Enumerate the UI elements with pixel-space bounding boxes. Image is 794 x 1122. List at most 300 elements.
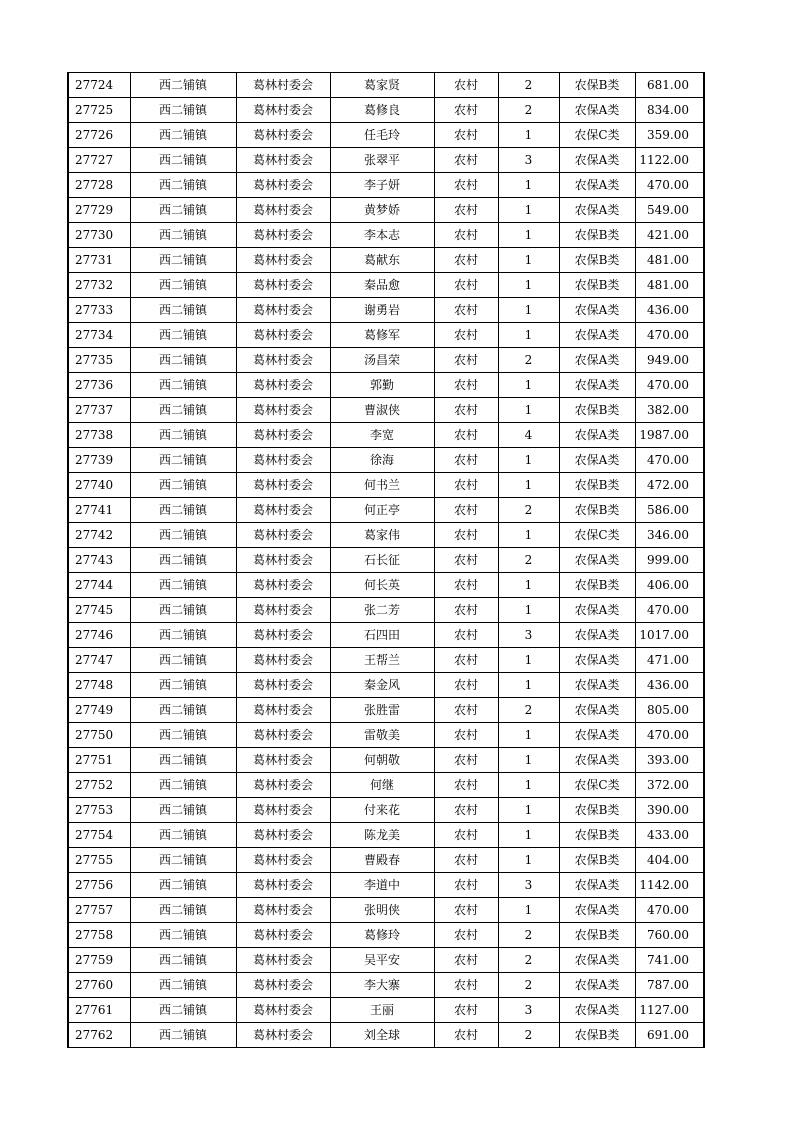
insurance-class-cell: 农保A类 [559, 98, 635, 123]
area-type-cell: 农村 [434, 948, 498, 973]
name-cell: 何长英 [330, 573, 434, 598]
amount-cell: 1142.00 [635, 873, 704, 898]
village-committee-cell: 葛林村委会 [236, 123, 330, 148]
record-id-cell: 27729 [68, 198, 130, 223]
village-committee-cell: 葛林村委会 [236, 723, 330, 748]
insurance-class-cell: 农保C类 [559, 123, 635, 148]
village-committee-cell: 葛林村委会 [236, 748, 330, 773]
town-cell: 西二铺镇 [130, 773, 236, 798]
insurance-class-cell: 农保A类 [559, 173, 635, 198]
household-count-cell: 1 [498, 748, 559, 773]
name-cell: 葛家贤 [330, 73, 434, 98]
table-row [68, 798, 704, 823]
village-committee-cell: 葛林村委会 [236, 648, 330, 673]
area-type-cell: 农村 [434, 248, 498, 273]
table-row [68, 623, 704, 648]
insurance-class-cell: 农保B类 [559, 798, 635, 823]
table-row [68, 648, 704, 673]
name-cell: 葛家伟 [330, 523, 434, 548]
record-id-cell: 27758 [68, 923, 130, 948]
insurance-class-cell: 农保A类 [559, 448, 635, 473]
area-type-cell: 农村 [434, 423, 498, 448]
area-type-cell: 农村 [434, 123, 498, 148]
name-cell: 汤昌荣 [330, 348, 434, 373]
town-cell: 西二铺镇 [130, 373, 236, 398]
record-id-cell: 27761 [68, 998, 130, 1023]
record-id-cell: 27748 [68, 673, 130, 698]
amount-cell: 470.00 [635, 173, 704, 198]
area-type-cell: 农村 [434, 73, 498, 98]
town-cell: 西二铺镇 [130, 173, 236, 198]
town-cell: 西二铺镇 [130, 198, 236, 223]
village-committee-cell: 葛林村委会 [236, 623, 330, 648]
name-cell: 李子妍 [330, 173, 434, 198]
village-committee-cell: 葛林村委会 [236, 923, 330, 948]
record-id-cell: 27744 [68, 573, 130, 598]
amount-cell: 949.00 [635, 348, 704, 373]
amount-cell: 471.00 [635, 648, 704, 673]
table-row [68, 373, 704, 398]
village-committee-cell: 葛林村委会 [236, 273, 330, 298]
town-cell: 西二铺镇 [130, 248, 236, 273]
area-type-cell: 农村 [434, 448, 498, 473]
amount-cell: 390.00 [635, 798, 704, 823]
record-id-cell: 27734 [68, 323, 130, 348]
name-cell: 葛修玲 [330, 923, 434, 948]
amount-cell: 741.00 [635, 948, 704, 973]
area-type-cell: 农村 [434, 773, 498, 798]
name-cell: 张二芳 [330, 598, 434, 623]
name-cell: 王帮兰 [330, 648, 434, 673]
amount-cell: 586.00 [635, 498, 704, 523]
village-committee-cell: 葛林村委会 [236, 898, 330, 923]
area-type-cell: 农村 [434, 748, 498, 773]
amount-cell: 436.00 [635, 673, 704, 698]
village-committee-cell: 葛林村委会 [236, 423, 330, 448]
town-cell: 西二铺镇 [130, 148, 236, 173]
area-type-cell: 农村 [434, 548, 498, 573]
village-committee-cell: 葛林村委会 [236, 248, 330, 273]
insurance-class-cell: 农保A类 [559, 898, 635, 923]
village-committee-cell: 葛林村委会 [236, 473, 330, 498]
record-id-cell: 27726 [68, 123, 130, 148]
record-id-cell: 27735 [68, 348, 130, 373]
name-cell: 曹淑侠 [330, 398, 434, 423]
record-id-cell: 27754 [68, 823, 130, 848]
insurance-class-cell: 农保B类 [559, 573, 635, 598]
insurance-class-cell: 农保B类 [559, 823, 635, 848]
insurance-class-cell: 农保A类 [559, 623, 635, 648]
area-type-cell: 农村 [434, 273, 498, 298]
village-committee-cell: 葛林村委会 [236, 73, 330, 98]
record-id-cell: 27755 [68, 848, 130, 873]
insurance-class-cell: 农保B类 [559, 73, 635, 98]
insurance-class-cell: 农保A类 [559, 373, 635, 398]
town-cell: 西二铺镇 [130, 998, 236, 1023]
table-row [68, 423, 704, 448]
village-committee-cell: 葛林村委会 [236, 398, 330, 423]
amount-cell: 999.00 [635, 548, 704, 573]
table-row [68, 148, 704, 173]
name-cell: 葛修良 [330, 98, 434, 123]
record-id-cell: 27725 [68, 98, 130, 123]
name-cell: 李宽 [330, 423, 434, 448]
amount-cell: 1127.00 [635, 998, 704, 1023]
name-cell: 何朝敬 [330, 748, 434, 773]
table-row [68, 498, 704, 523]
village-committee-cell: 葛林村委会 [236, 948, 330, 973]
insurance-class-cell: 农保B类 [559, 848, 635, 873]
amount-cell: 436.00 [635, 298, 704, 323]
record-id-cell: 27741 [68, 498, 130, 523]
record-id-cell: 27757 [68, 898, 130, 923]
amount-cell: 359.00 [635, 123, 704, 148]
table-row [68, 348, 704, 373]
town-cell: 西二铺镇 [130, 98, 236, 123]
household-count-cell: 2 [498, 698, 559, 723]
table-row [68, 273, 704, 298]
village-committee-cell: 葛林村委会 [236, 348, 330, 373]
amount-cell: 481.00 [635, 273, 704, 298]
household-count-cell: 3 [498, 148, 559, 173]
record-id-cell: 27745 [68, 598, 130, 623]
table-row [68, 973, 704, 998]
name-cell: 秦金风 [330, 673, 434, 698]
household-count-cell: 1 [498, 798, 559, 823]
insurance-class-cell: 农保B类 [559, 923, 635, 948]
town-cell: 西二铺镇 [130, 298, 236, 323]
amount-cell: 481.00 [635, 248, 704, 273]
record-id-cell: 27731 [68, 248, 130, 273]
household-count-cell: 1 [498, 298, 559, 323]
village-committee-cell: 葛林村委会 [236, 173, 330, 198]
table-row [68, 298, 704, 323]
town-cell: 西二铺镇 [130, 123, 236, 148]
record-id-cell: 27727 [68, 148, 130, 173]
table-row [68, 548, 704, 573]
table-row [68, 848, 704, 873]
village-committee-cell: 葛林村委会 [236, 598, 330, 623]
village-committee-cell: 葛林村委会 [236, 573, 330, 598]
table-row [68, 1023, 704, 1048]
record-id-cell: 27739 [68, 448, 130, 473]
town-cell: 西二铺镇 [130, 473, 236, 498]
amount-cell: 681.00 [635, 73, 704, 98]
name-cell: 张胜雷 [330, 698, 434, 723]
table-row [68, 573, 704, 598]
area-type-cell: 农村 [434, 598, 498, 623]
household-count-cell: 2 [498, 973, 559, 998]
name-cell: 张明侠 [330, 898, 434, 923]
town-cell: 西二铺镇 [130, 223, 236, 248]
area-type-cell: 农村 [434, 798, 498, 823]
insurance-class-cell: 农保B类 [559, 498, 635, 523]
area-type-cell: 农村 [434, 173, 498, 198]
town-cell: 西二铺镇 [130, 423, 236, 448]
household-count-cell: 1 [498, 373, 559, 398]
area-type-cell: 农村 [434, 98, 498, 123]
town-cell: 西二铺镇 [130, 973, 236, 998]
amount-cell: 470.00 [635, 723, 704, 748]
village-committee-cell: 葛林村委会 [236, 998, 330, 1023]
household-count-cell: 1 [498, 173, 559, 198]
record-id-cell: 27737 [68, 398, 130, 423]
insurance-class-cell: 农保A类 [559, 648, 635, 673]
amount-cell: 787.00 [635, 973, 704, 998]
household-count-cell: 1 [498, 248, 559, 273]
household-count-cell: 1 [498, 648, 559, 673]
name-cell: 石四田 [330, 623, 434, 648]
village-committee-cell: 葛林村委会 [236, 848, 330, 873]
amount-cell: 433.00 [635, 823, 704, 848]
insurance-class-cell: 农保A类 [559, 298, 635, 323]
name-cell: 刘全球 [330, 1023, 434, 1048]
area-type-cell: 农村 [434, 998, 498, 1023]
household-count-cell: 2 [498, 948, 559, 973]
table-row [68, 248, 704, 273]
insurance-class-cell: 农保A类 [559, 998, 635, 1023]
insurance-class-cell: 农保B类 [559, 223, 635, 248]
amount-cell: 406.00 [635, 573, 704, 598]
town-cell: 西二铺镇 [130, 873, 236, 898]
village-committee-cell: 葛林村委会 [236, 148, 330, 173]
amount-cell: 404.00 [635, 848, 704, 873]
amount-cell: 834.00 [635, 98, 704, 123]
village-committee-cell: 葛林村委会 [236, 523, 330, 548]
household-count-cell: 2 [498, 1023, 559, 1048]
name-cell: 雷敬美 [330, 723, 434, 748]
record-id-cell: 27732 [68, 273, 130, 298]
table-row [68, 523, 704, 548]
town-cell: 西二铺镇 [130, 673, 236, 698]
household-count-cell: 1 [498, 223, 559, 248]
name-cell: 李大寨 [330, 973, 434, 998]
insurance-class-cell: 农保B类 [559, 1023, 635, 1048]
name-cell: 葛献东 [330, 248, 434, 273]
record-id-cell: 27738 [68, 423, 130, 448]
record-id-cell: 27760 [68, 973, 130, 998]
insurance-class-cell: 农保A类 [559, 673, 635, 698]
town-cell: 西二铺镇 [130, 598, 236, 623]
town-cell: 西二铺镇 [130, 748, 236, 773]
insurance-class-cell: 农保A类 [559, 948, 635, 973]
name-cell: 张翠平 [330, 148, 434, 173]
town-cell: 西二铺镇 [130, 448, 236, 473]
village-committee-cell: 葛林村委会 [236, 773, 330, 798]
amount-cell: 470.00 [635, 323, 704, 348]
household-count-cell: 2 [498, 73, 559, 98]
record-id-cell: 27747 [68, 648, 130, 673]
insurance-class-cell: 农保A类 [559, 198, 635, 223]
area-type-cell: 农村 [434, 848, 498, 873]
table-row [68, 223, 704, 248]
table-row [68, 773, 704, 798]
name-cell: 葛修军 [330, 323, 434, 348]
table-row [68, 948, 704, 973]
table-body [68, 73, 704, 1048]
village-committee-cell: 葛林村委会 [236, 673, 330, 698]
town-cell: 西二铺镇 [130, 398, 236, 423]
area-type-cell: 农村 [434, 298, 498, 323]
insurance-class-cell: 农保A类 [559, 973, 635, 998]
area-type-cell: 农村 [434, 398, 498, 423]
household-count-cell: 3 [498, 623, 559, 648]
record-id-cell: 27746 [68, 623, 130, 648]
area-type-cell: 农村 [434, 523, 498, 548]
table-row [68, 448, 704, 473]
amount-cell: 346.00 [635, 523, 704, 548]
table-row [68, 73, 704, 98]
area-type-cell: 农村 [434, 498, 498, 523]
name-cell: 黄梦娇 [330, 198, 434, 223]
record-id-cell: 27728 [68, 173, 130, 198]
household-count-cell: 1 [498, 323, 559, 348]
table-row [68, 673, 704, 698]
insurance-class-cell: 农保A类 [559, 323, 635, 348]
name-cell: 何继 [330, 773, 434, 798]
record-id-cell: 27756 [68, 873, 130, 898]
record-id-cell: 27750 [68, 723, 130, 748]
insurance-class-cell: 农保A类 [559, 748, 635, 773]
area-type-cell: 农村 [434, 823, 498, 848]
name-cell: 何正亭 [330, 498, 434, 523]
town-cell: 西二铺镇 [130, 823, 236, 848]
village-committee-cell: 葛林村委会 [236, 698, 330, 723]
amount-cell: 382.00 [635, 398, 704, 423]
village-committee-cell: 葛林村委会 [236, 798, 330, 823]
town-cell: 西二铺镇 [130, 498, 236, 523]
household-count-cell: 1 [498, 673, 559, 698]
household-count-cell: 2 [498, 923, 559, 948]
household-count-cell: 1 [498, 823, 559, 848]
village-committee-cell: 葛林村委会 [236, 298, 330, 323]
area-type-cell: 农村 [434, 923, 498, 948]
household-count-cell: 3 [498, 873, 559, 898]
household-count-cell: 1 [498, 398, 559, 423]
name-cell: 石长征 [330, 548, 434, 573]
record-id-cell: 27742 [68, 523, 130, 548]
name-cell: 曹殿春 [330, 848, 434, 873]
town-cell: 西二铺镇 [130, 323, 236, 348]
table-row [68, 923, 704, 948]
household-count-cell: 3 [498, 998, 559, 1023]
name-cell: 谢勇岩 [330, 298, 434, 323]
insurance-class-cell: 农保A类 [559, 598, 635, 623]
insurance-class-cell: 农保A类 [559, 723, 635, 748]
table-row [68, 398, 704, 423]
village-committee-cell: 葛林村委会 [236, 373, 330, 398]
amount-cell: 760.00 [635, 923, 704, 948]
village-committee-cell: 葛林村委会 [236, 198, 330, 223]
record-id-cell: 27751 [68, 748, 130, 773]
insurance-class-cell: 农保A类 [559, 423, 635, 448]
area-type-cell: 农村 [434, 373, 498, 398]
town-cell: 西二铺镇 [130, 523, 236, 548]
area-type-cell: 农村 [434, 623, 498, 648]
amount-cell: 372.00 [635, 773, 704, 798]
town-cell: 西二铺镇 [130, 698, 236, 723]
town-cell: 西二铺镇 [130, 1023, 236, 1048]
record-id-cell: 27762 [68, 1023, 130, 1048]
table-row [68, 998, 704, 1023]
amount-cell: 1122.00 [635, 148, 704, 173]
area-type-cell: 农村 [434, 648, 498, 673]
area-type-cell: 农村 [434, 198, 498, 223]
village-committee-cell: 葛林村委会 [236, 1023, 330, 1048]
amount-cell: 393.00 [635, 748, 704, 773]
record-id-cell: 27733 [68, 298, 130, 323]
household-count-cell: 1 [498, 898, 559, 923]
area-type-cell: 农村 [434, 348, 498, 373]
area-type-cell: 农村 [434, 473, 498, 498]
name-cell: 陈龙美 [330, 823, 434, 848]
table-row [68, 598, 704, 623]
subsidy-table [67, 72, 705, 1048]
amount-cell: 470.00 [635, 898, 704, 923]
name-cell: 李道中 [330, 873, 434, 898]
record-id-cell: 27753 [68, 798, 130, 823]
insurance-class-cell: 农保B类 [559, 473, 635, 498]
record-id-cell: 27740 [68, 473, 130, 498]
insurance-class-cell: 农保B类 [559, 248, 635, 273]
amount-cell: 470.00 [635, 598, 704, 623]
record-id-cell: 27749 [68, 698, 130, 723]
village-committee-cell: 葛林村委会 [236, 873, 330, 898]
household-count-cell: 1 [498, 523, 559, 548]
household-count-cell: 1 [498, 448, 559, 473]
name-cell: 秦品愈 [330, 273, 434, 298]
area-type-cell: 农村 [434, 573, 498, 598]
table-row [68, 323, 704, 348]
insurance-class-cell: 农保B类 [559, 273, 635, 298]
insurance-class-cell: 农保A类 [559, 698, 635, 723]
name-cell: 王丽 [330, 998, 434, 1023]
town-cell: 西二铺镇 [130, 848, 236, 873]
table-row [68, 748, 704, 773]
name-cell: 任毛玲 [330, 123, 434, 148]
household-count-cell: 1 [498, 773, 559, 798]
town-cell: 西二铺镇 [130, 73, 236, 98]
village-committee-cell: 葛林村委会 [236, 98, 330, 123]
household-count-cell: 1 [498, 848, 559, 873]
name-cell: 李本志 [330, 223, 434, 248]
name-cell: 徐海 [330, 448, 434, 473]
town-cell: 西二铺镇 [130, 898, 236, 923]
household-count-cell: 1 [498, 598, 559, 623]
name-cell: 郭勤 [330, 373, 434, 398]
table-row [68, 173, 704, 198]
insurance-class-cell: 农保A类 [559, 348, 635, 373]
insurance-class-cell: 农保A类 [559, 873, 635, 898]
name-cell: 吴平安 [330, 948, 434, 973]
household-count-cell: 1 [498, 198, 559, 223]
amount-cell: 1017.00 [635, 623, 704, 648]
town-cell: 西二铺镇 [130, 723, 236, 748]
amount-cell: 470.00 [635, 373, 704, 398]
town-cell: 西二铺镇 [130, 948, 236, 973]
amount-cell: 421.00 [635, 223, 704, 248]
town-cell: 西二铺镇 [130, 648, 236, 673]
insurance-class-cell: 农保A类 [559, 548, 635, 573]
household-count-cell: 2 [498, 548, 559, 573]
area-type-cell: 农村 [434, 973, 498, 998]
household-count-cell: 1 [498, 273, 559, 298]
table-row [68, 723, 704, 748]
town-cell: 西二铺镇 [130, 548, 236, 573]
record-id-cell: 27752 [68, 773, 130, 798]
amount-cell: 549.00 [635, 198, 704, 223]
area-type-cell: 农村 [434, 223, 498, 248]
